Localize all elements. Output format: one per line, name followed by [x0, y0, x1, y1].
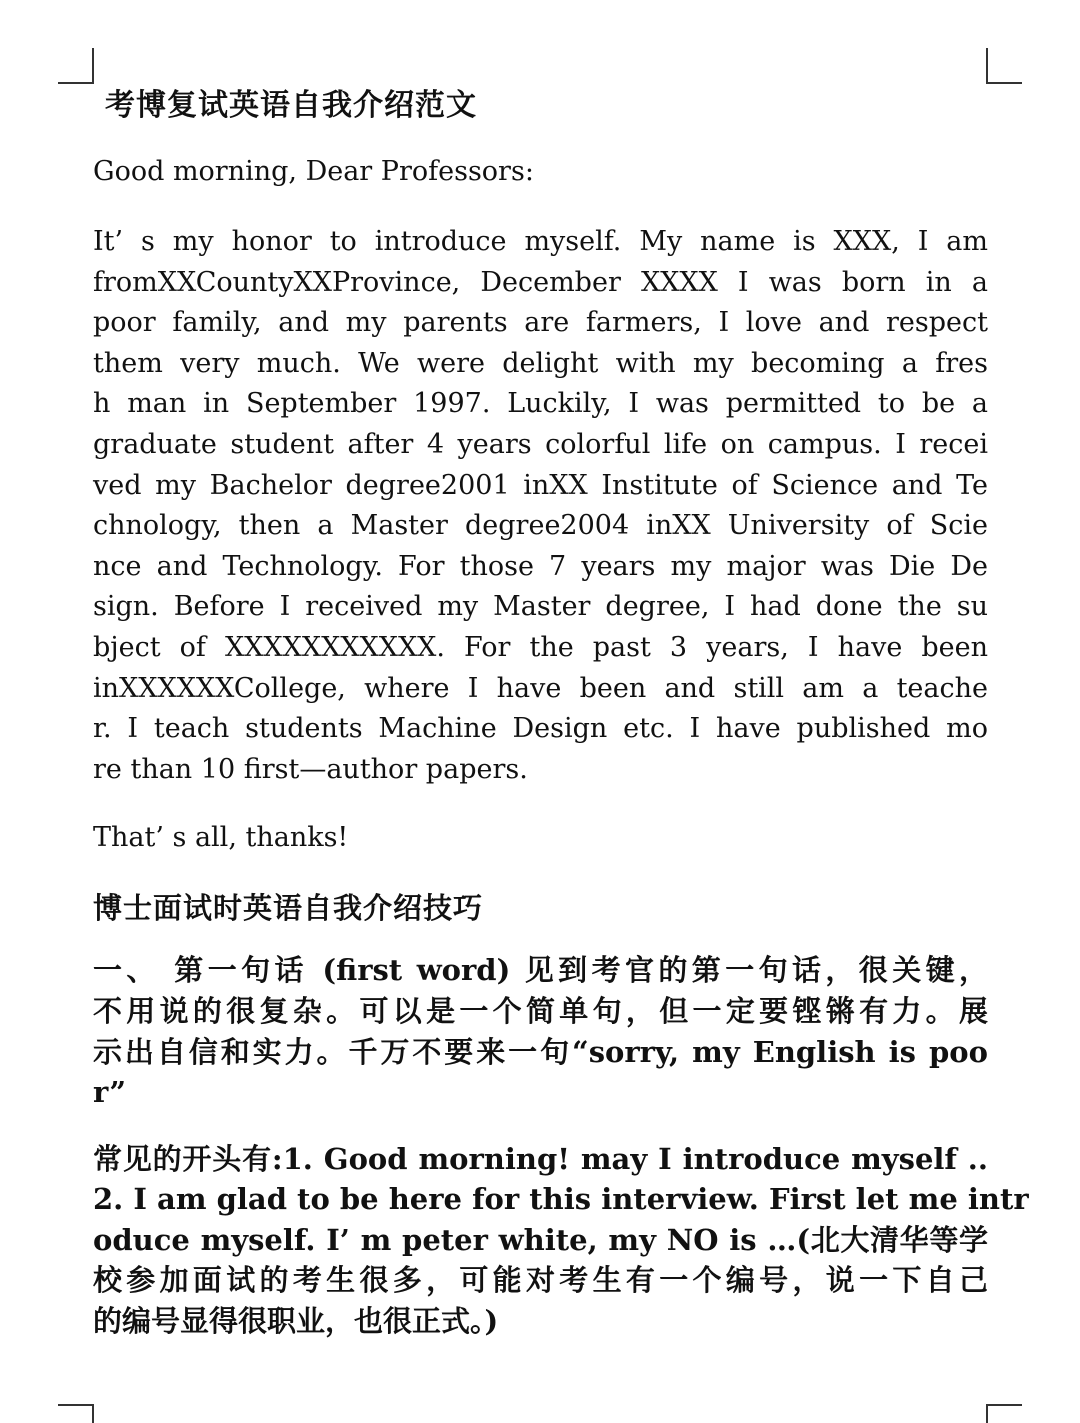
paragraph-line: 校参加面试的考生很多，可能对考生有一个编号，说一下自己: [93, 1263, 988, 1298]
crop-mark-top-left-v: [92, 48, 94, 84]
crop-mark-top-left-h: [58, 82, 94, 84]
paragraph-line: chnology, then a Master degree2004 inXX University of Scie: [93, 510, 988, 542]
paragraph-line: poor family, and my parents are farmers, I love and respect: [93, 307, 988, 339]
paragraph-line: r”: [93, 1075, 127, 1110]
crop-mark-bottom-right-v: [986, 1404, 988, 1423]
crop-mark-bottom-left-v: [92, 1404, 94, 1423]
paragraph-line: 的编号显得很职业，也很正式。): [93, 1304, 499, 1339]
paragraph-line: 不用说的很复杂。可以是一个简单句，但一定要铿锵有力。展: [93, 993, 988, 1028]
crop-mark-top-right-h: [986, 82, 1022, 84]
crop-mark-bottom-right-h: [986, 1404, 1022, 1406]
paragraph-line: sign. Before I received my Master degree, I had done the su: [93, 591, 988, 623]
paragraph-line: 2. I am glad to be here for this interview. First let me intr: [93, 1182, 1029, 1217]
paragraph-line: graduate student after 4 years colorful life on campus. I recei: [93, 428, 988, 460]
paragraph-line: inXXXXXXCollege, where I have been and still am a teache: [93, 672, 988, 704]
paragraph-line: r. I teach students Machine Design etc. I have published mo: [93, 713, 988, 745]
paragraph-line: bject of XXXXXXXXXXX. For the past 3 years, I have been: [93, 631, 988, 663]
paragraph-line: ved my Bachelor degree2001 inXX Institute of Science and Te: [93, 469, 988, 501]
crop-mark-top-right-v: [986, 48, 988, 84]
paragraph-line: re than 10 first—author papers.: [93, 753, 528, 785]
paragraph-line: h man in September 1997. Luckily, I was permitted to be a: [93, 388, 988, 420]
crop-mark-bottom-left-h: [58, 1404, 94, 1406]
paragraph-line: them very much. We were delight with my becoming a fres: [93, 347, 988, 379]
tip-first-word-paragraph: [93, 950, 988, 1112]
paragraph-line: fromXXCountyXXProvince, December XXXX I was born in a: [93, 266, 988, 298]
common-openings-paragraph: [93, 1139, 1029, 1342]
greeting-line: Good morning, Dear Professors:: [93, 156, 534, 187]
paragraph-line: It’ s my honor to introduce myself. My name is XXX, I am: [93, 226, 988, 257]
closing-line: That’ s all, thanks!: [93, 822, 349, 854]
paragraph-line: 一、 第一句话 (first word) 见到考官的第一句话，很关键，: [93, 953, 988, 988]
paragraph-line: 示出自信和实力。千万不要来一句“sorry, my English is poo: [93, 1034, 988, 1069]
document-title: 考博复试英语自我介绍范文: [105, 88, 477, 123]
introduction-paragraph: [93, 222, 988, 790]
paragraph-line: oduce myself. I’ m peter white, my NO is …(北大清华等学: [93, 1222, 988, 1257]
paragraph-line: nce and Technology. For those 7 years my major was Die De: [93, 550, 988, 582]
document-page: [93, 82, 1029, 1342]
paragraph-line: 常见的开头有:1. Good morning! may I introduce myself ..: [93, 1141, 988, 1176]
section-heading: 博士面试时英语自我介绍技巧: [93, 891, 484, 926]
